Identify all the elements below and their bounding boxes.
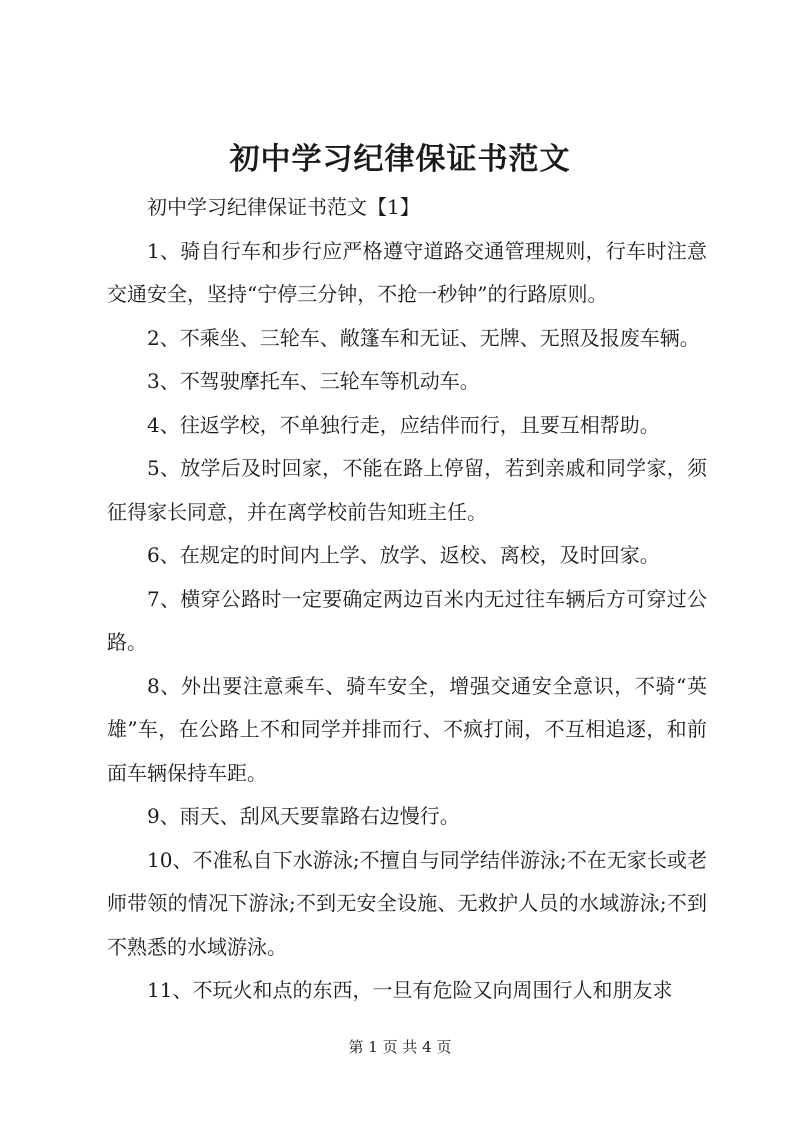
paragraph: 8、外出要注意乘车、骑车安全，增强交通安全意识，不骑“英雄”车，在公路上不和同学并排而行、不疯打闹，不互相追逐，和前面车辆保持车距。 xyxy=(107,673,707,785)
document-title: 初中学习纪律保证书范文 xyxy=(229,142,571,177)
paragraph: 7、横穿公路时一定要确定两边百米内无过往车辆后方可穿过公路。 xyxy=(107,586,707,654)
page-number-footer: 第 1 页 共 4 页 xyxy=(348,1038,452,1056)
paragraph: 6、在规定的时间内上学、放学、返校、离校，及时回家。 xyxy=(147,543,660,567)
paragraph: 1、骑自行车和步行应严格遵守道路交通管理规则，行车时注意交通安全，坚持“宁停三分钟，不抢一秒钟”的行路原则。 xyxy=(107,238,707,306)
paragraph: 10、不准私自下水游泳;不擅自与同学结伴游泳;不在无家长或老师带领的情况下游泳;不到无安全设施、无救护人员的水域游泳;不到不熟悉的水域游泳。 xyxy=(107,847,707,959)
paragraph: 9、雨天、刮风天要靠路右边慢行。 xyxy=(147,804,460,828)
paragraph: 11、不玩火和点的东西，一旦有危险又向周围行人和朋友求 xyxy=(147,978,673,1002)
paragraph: 3、不驾驶摩托车、三轮车等机动车。 xyxy=(147,369,480,393)
section-heading: 初中学习纪律保证书范文【1】 xyxy=(147,195,420,219)
paragraph: 5、放学后及时回家，不能在路上停留，若到亲戚和同学家，须征得家长同意，并在离学校前告知班主任。 xyxy=(107,456,707,524)
paragraph: 4、往返学校，不单独行走，应结伴而行，且要互相帮助。 xyxy=(147,412,660,437)
document-body xyxy=(107,186,707,1013)
paragraph: 2、不乘坐、三轮车、敞篷车和无证、无牌、无照及报废车辆。 xyxy=(147,325,700,350)
